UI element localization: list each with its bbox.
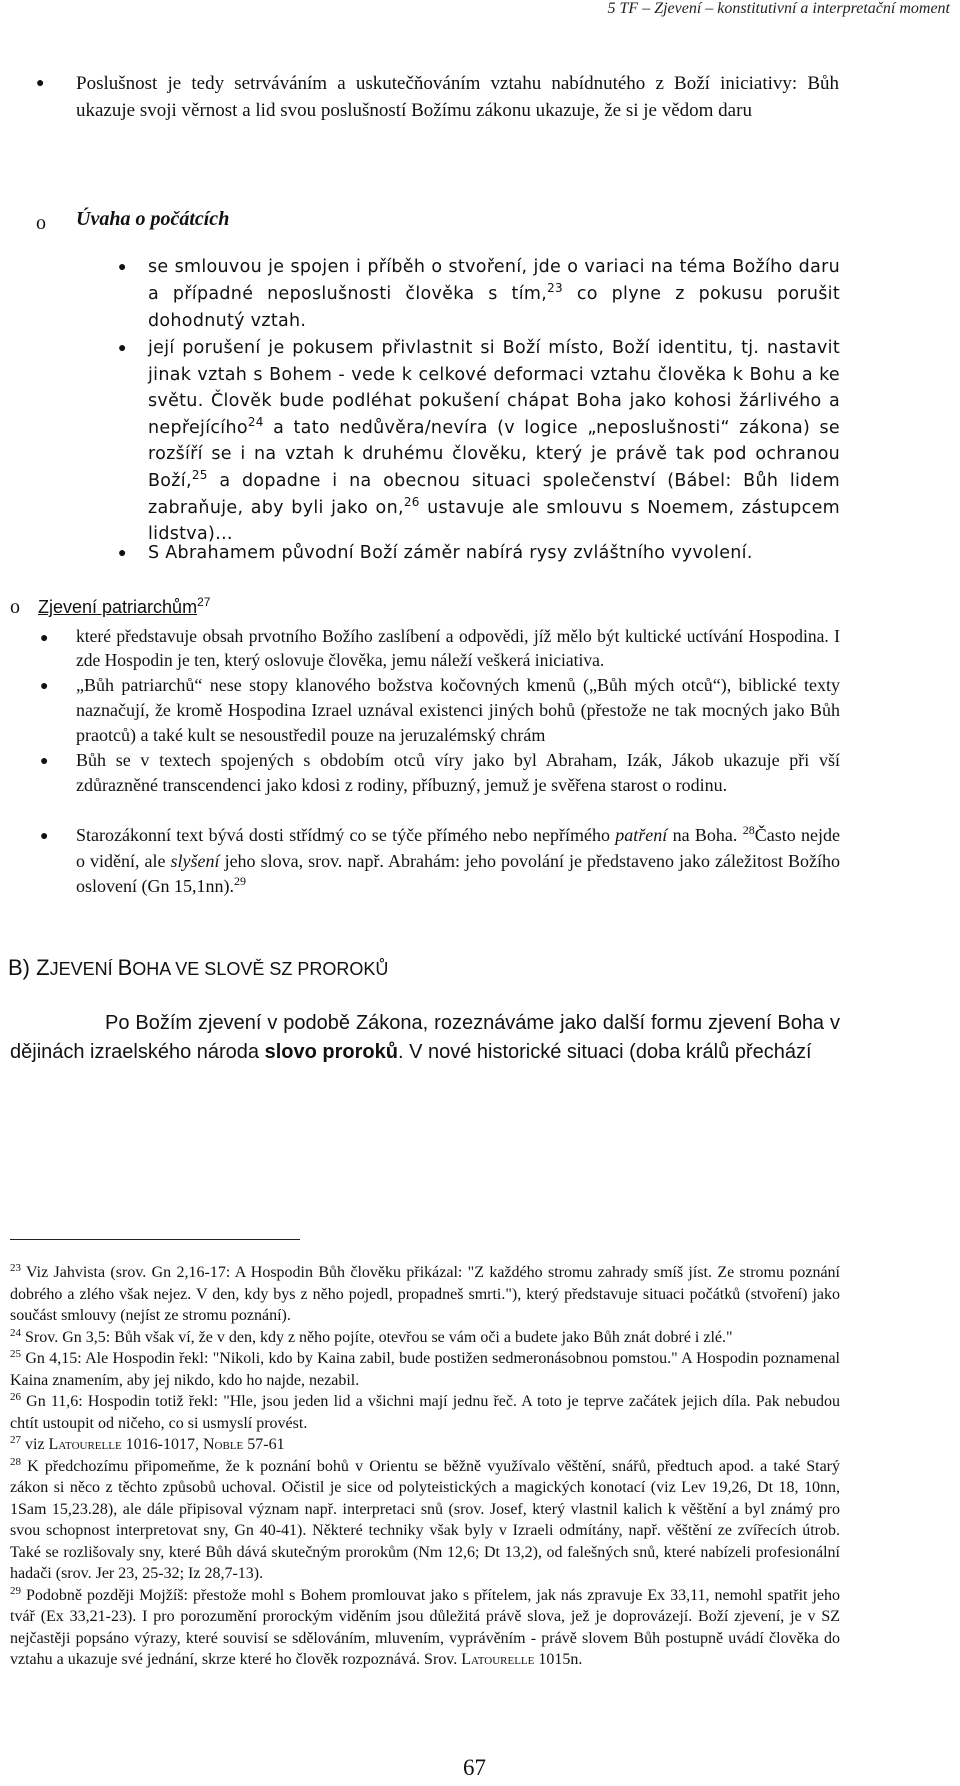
footnote-24: [10, 1327, 840, 1349]
text-run: a dopadne i na obecnou situaci společenství (Bábel: Bůh lidem zabraňuje, aby byli jako on,: [148, 470, 840, 518]
footnote-separator: [10, 1239, 300, 1240]
footnote-ref: 27: [10, 1434, 21, 1446]
paragraph-obedience-text: [76, 70, 839, 124]
footnote-23: [10, 1262, 840, 1327]
list-item-text: [76, 823, 840, 900]
list-item-text: [148, 540, 840, 567]
text-run: Srov. Gn 3,5: Bůh však ví, že v den, kdy z něho pojíte, otevřou se vám oči a budete jako Bůh znát dobré i zlé.": [21, 1328, 733, 1346]
author-name: Latourelle: [461, 1651, 535, 1668]
bullet-icon: ●: [118, 341, 127, 356]
footnote-ref: 24: [247, 414, 264, 429]
footnote-28: [10, 1456, 840, 1585]
text-run: Starozákonní text bývá dosti střídmý co se týče přímého nebo nepřímého: [76, 825, 616, 845]
paragraph-prophets: [10, 1009, 840, 1067]
text-run: S Abrahamem původní Boží záměr nabírá rysy zvláštního vyvolení.: [148, 543, 753, 563]
footnotes: [10, 1262, 840, 1671]
heading-zjeveni-text: Zjevení patriarchům: [38, 597, 198, 617]
bullet-icon: ●: [118, 260, 127, 275]
footnote-ref: 23: [547, 281, 563, 295]
italic-text: slyšení: [170, 850, 220, 871]
footnote-ref: 28: [10, 1455, 21, 1468]
text-run: viz: [21, 1436, 49, 1453]
text-run: „Bůh patriarchů“ nese stopy klanového božstva kočovných kmenů („Bůh mých otců“), biblické texty naznačují, že kromě Hospodina Izrael uznával existenci jiných bohů (přestože ne tak mocných jako Bůh praotců) a také kult se nesoustředil pouze na jeruzalémský chrám: [76, 675, 840, 745]
text-run: 1016-1017,: [121, 1436, 203, 1453]
text-run: ustavuje ale smlouvu s Noemem, zástupcem lidstva)…: [148, 497, 840, 545]
text-run: co plyne z pokusu porušit dohodnutý vztah.: [148, 284, 840, 331]
heading-zjeveni-patriarchum: [38, 594, 210, 621]
footnote-ref: 24: [10, 1326, 21, 1339]
list-item-zjeveni-1: [76, 625, 840, 672]
text-run: Poslušnost je tedy setrváváním a uskutečňováním vztahu nabídnutého z Boží iniciativy: Bůh ukazuje svoji věrnost a lid svou poslušností Božímu zákonu ukazuje, že si je vědom daru: [76, 73, 839, 121]
heading-part: OHA VE SLOVĚ SZ PROROKŮ: [132, 959, 389, 979]
list-item-uvaha-3: [148, 540, 840, 567]
footnote-ref: 29: [233, 874, 246, 888]
heading-part: B: [117, 955, 133, 980]
text-run: její porušení je pokusem přivlastnit si Boží místo, Boží identitu, tj. nastavit jinak vztah s Bohem - vede k celkové deformaci vztahu člověka k Bohu a ke světu. Člověk bude podléhat pokušení chápat Boha jako kohosi žárlivého a nepřejícího: [148, 338, 840, 438]
bullet-icon: ●: [40, 754, 49, 769]
list-item-text: [148, 335, 840, 548]
footnote-29: [10, 1585, 840, 1671]
text-run: na Boha.: [667, 825, 743, 845]
list-item-text: [148, 254, 840, 335]
footnote-ref: 28: [742, 823, 755, 837]
paragraph-obedience: [76, 70, 839, 124]
text-run: Bůh se v textech spojených s obdobím otců víry jako byl Abraham, Izák, Jákob ukazuje při vší zdůrazněné transcendenci jako kdosi z rodiny, příbuzný, jemuž je svěřena starost o rodinu.: [76, 750, 840, 795]
bold-text: slovo proroků: [264, 1041, 398, 1063]
circle-bullet-icon: o: [36, 212, 46, 234]
text-run: Po Božím zjevení v podobě Zákona, rozeznáváme jako další formu zjevení Boha v dějinách izraelského národa: [10, 1012, 840, 1063]
list-item-zjeveni-3: [76, 748, 840, 798]
text-run: které představuje obsah prvotního Božího zaslíbení a odpovědi, jíž mělo být kultické uctívání Hospodina. I zde Hospodin je ten, který oslovuje člověka, jemu náleží veškerá iniciativa.: [76, 626, 840, 670]
bullet-icon: ●: [118, 546, 127, 561]
paragraph-prophets-text: [10, 1009, 840, 1067]
bullet-icon: ●: [40, 829, 49, 844]
list-item-uvaha-2: [148, 335, 840, 548]
footnote-ref: 26: [10, 1391, 21, 1403]
circle-bullet-icon: o: [10, 596, 20, 618]
heading-part: B) Z: [8, 955, 50, 980]
bullet-icon: ●: [36, 76, 45, 91]
heading-part: JEVENÍ: [49, 959, 118, 979]
list-item-text: [76, 673, 840, 748]
text-run: a tato nedůvěra/nevíra (v logice „neposlušnosti“ zákona) se rozšíří se i na vztah k druhému člověku, který je právě tak pod ochranou Boží,: [148, 417, 840, 491]
footnote-25: [10, 1348, 840, 1391]
footnote-ref: 27: [197, 595, 211, 609]
text-run: . V nové historické situaci (doba králů přechází: [397, 1041, 812, 1063]
list-item-zjeveni-2: [76, 673, 840, 748]
footnote-27: [10, 1434, 840, 1456]
section-heading-b: [8, 955, 388, 981]
text-run: jeho slova, srov. např. Abrahám: jeho povolání je představeno jako záležitost Božího oslovení (Gn 15,1nn).: [76, 850, 840, 896]
footnote-ref: 29: [10, 1584, 21, 1597]
text-run: Gn 11,6: Hospodin totiž řekl: "Hle, jsou jeden lid a všichni mají jednu řeč. A toto je teprve začátek jejich díla. Pak nebudou chtít ustoupit od ničeho, co si usmyslí provést.: [10, 1393, 840, 1432]
text-run: Často nejde o vidění, ale: [76, 825, 840, 871]
text-run: 1015n.: [534, 1651, 583, 1668]
bullet-icon: ●: [40, 679, 49, 694]
list-item-uvaha-1: [148, 254, 840, 335]
text-run: Viz Jahvista (srov. Gn 2,16-17: A Hospodin Bůh člověku přikázal: "Z každého stromu zahrady smíš jíst. Ze stromu poznání dobrého a zlého však nejez. V den, kdy bys z něho pojedl, propadneš smrti."), který představuje situaci počátků (stvoření) jako součást smlouvy (nejíst ze stromu poznání).: [10, 1264, 840, 1324]
footnote-ref: 25: [191, 467, 208, 482]
page-number: 67: [463, 1755, 486, 1780]
heading-uvaha: Úvaha o počátcích: [76, 208, 230, 230]
footnote-ref: 23: [10, 1262, 21, 1274]
text-run: 57-61: [243, 1436, 285, 1453]
list-item-text: [76, 625, 840, 672]
text-run: se smlouvou je spojen i příběh o stvoření, jde o variaci na téma Božího daru a případné neposlušnosti člověka s tím,: [148, 257, 840, 304]
author-name: Noble: [203, 1436, 244, 1453]
list-item-text: [76, 748, 840, 798]
author-name: Latourelle: [48, 1436, 122, 1453]
footnote-ref: 26: [403, 494, 420, 509]
footnote-ref: 25: [10, 1348, 21, 1360]
italic-text: patření: [615, 825, 668, 845]
running-header: 5 TF – Zjevení – konstitutivní a interpretační moment: [607, 0, 950, 17]
list-item-zjeveni-4: [76, 823, 840, 900]
text-run: Gn 4,15: Ale Hospodin řekl: "Nikoli, kdo by Kaina zabil, bude postižen sedmeronásobnou pomstou." A Hospodin poznamenal Kaina znamením, aby jej nikdo, kdo ho najde, nezabil.: [10, 1350, 840, 1389]
text-run: Podobně později Mojžíš: přestože mohl s Bohem promlouvat jako s přítelem, jak nás zpravuje Ex 33,11, nemohl spatřit jeho tvář (Ex 33,21-23). I pro porozumění prorockým viděním jsou důležitá právě slova, jež je doprovázejí. Boží zjevení, je v SZ nejčastěji popsáno výrazy, které souvisí se sdělováním, mluvením, vyprávěním - právě slovem Bůh postupně uvádí člověka do vztahu a ukazuje své jednání, skrze které ho člověk rozpoznává. Srov.: [10, 1586, 840, 1668]
footnote-26: [10, 1391, 840, 1434]
text-run: K předchozímu připomeňme, že k poznání bohů v Orientu se běžně využívalo věštění, snářů, předtuch apod. a také Starý zákon si něco z těchto způsobů uchoval. Očistil je sice od polyteistických a magických konotací (viz Lev 19,26, Dt 18, 10nn, 1Sam 15,23.28), ale dále připisoval význam např. interpretaci snů (srov. Josef, který vlastnil kalich k věštění a byl známý pro svou schopnost interpretovat sny, Gn 40-41). Některé techniky však byly v Izraeli odmítány, např. věštění ze zvířecích útrob. Také se rozlišovaly sny, které Bůh dává skutečným prorokům (Nm 12,6; Dt 13,2), od falešných snů, které nabízeli profesionální hadači (srov. Jer 23, 25-32; Iz 28,7-13).: [10, 1457, 840, 1582]
bullet-icon: ●: [40, 631, 49, 646]
